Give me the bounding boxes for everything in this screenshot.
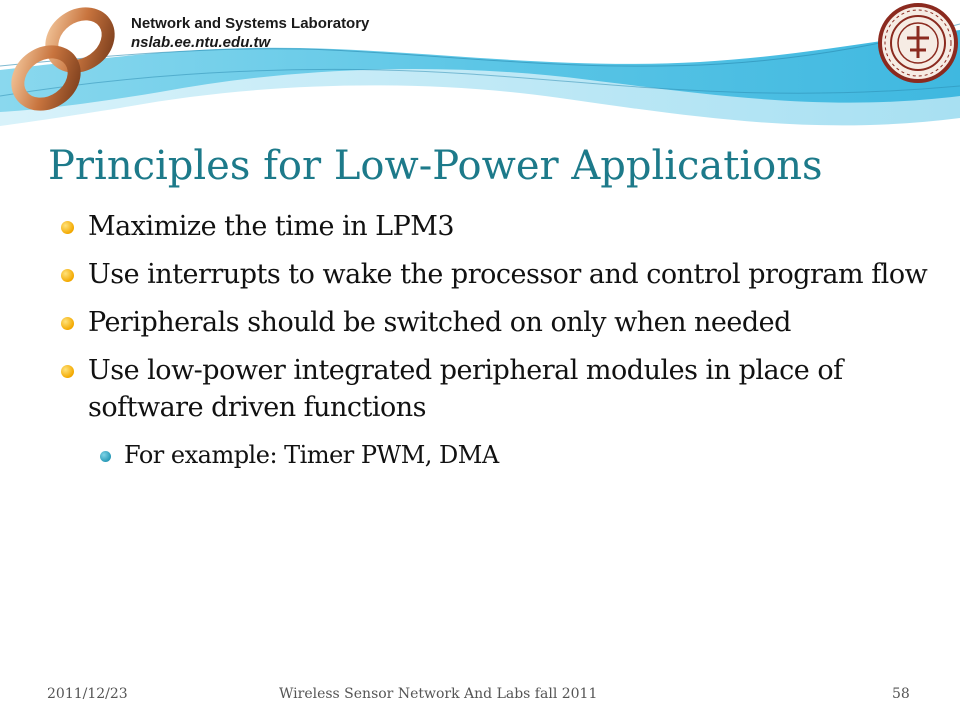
bullet-dot-icon <box>61 221 74 234</box>
footer-page-number: 58 <box>892 686 910 702</box>
bullet-item <box>60 208 930 245</box>
bullet-text: Use low-power integrated peripheral modules in place of software driven functions <box>88 355 843 423</box>
bullet-dot-icon <box>61 269 74 282</box>
bullet-item <box>60 256 930 293</box>
bullet-dot-icon <box>61 365 74 378</box>
bullet-text: Use interrupts to wake the processor and control program flow <box>88 259 928 290</box>
footer-date: 2011/12/23 <box>47 686 128 702</box>
bullet-text: Peripherals should be switched on only when needed <box>88 307 791 338</box>
bullet-item <box>60 304 930 341</box>
bullet-text: Maximize the time in LPM3 <box>88 211 455 242</box>
sub-bullet-item <box>60 437 930 474</box>
lab-url: nslab.ee.ntu.edu.tw <box>131 34 271 51</box>
sub-bullet-dot-icon <box>100 451 111 462</box>
bullet-item <box>60 352 930 426</box>
bullet-dot-icon <box>61 317 74 330</box>
university-seal-logo <box>877 2 959 84</box>
bullet-list <box>60 208 930 485</box>
lab-infinity-logo <box>8 4 118 114</box>
slide-title: Principles for Low-Power Applications <box>48 143 823 189</box>
sub-bullet-text: For example: Timer PWM, DMA <box>124 441 499 469</box>
lab-name: Network and Systems Laboratory <box>131 15 370 32</box>
footer-course-name: Wireless Sensor Network And Labs fall 2011 <box>279 686 598 702</box>
